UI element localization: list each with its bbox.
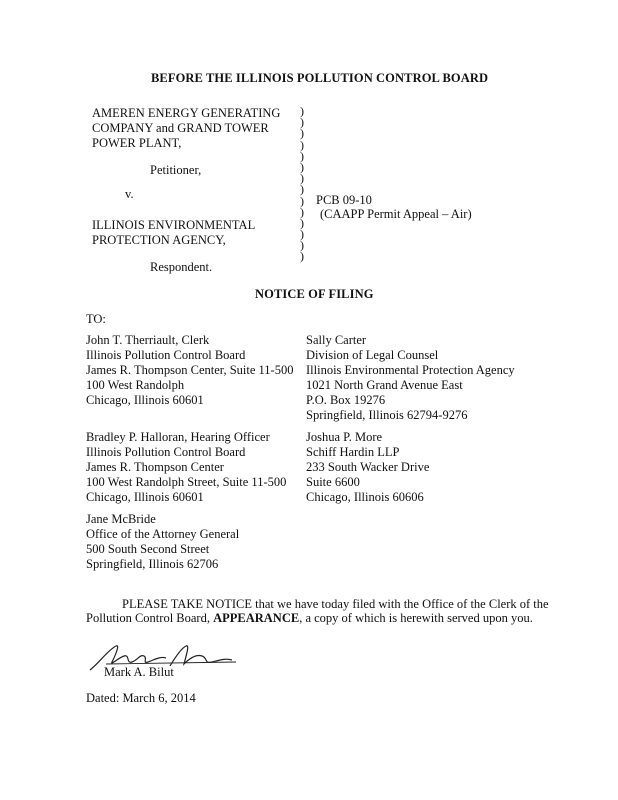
respondent-name [92, 218, 255, 248]
address-line: Division of Legal Counsel [306, 348, 439, 362]
paren: ) [300, 182, 304, 197]
address-line: Chicago, Illinois 60601 [86, 490, 204, 504]
address-line: 500 South Second Street [86, 542, 210, 556]
paren: ) [300, 227, 304, 242]
address-line: John T. Therriault, Clerk [86, 333, 210, 347]
address-line: Schiff Hardin LLP [306, 445, 400, 459]
address-line: Springfield, Illinois 62794-9276 [306, 408, 468, 422]
respondent-role: Respondent. [150, 260, 213, 274]
address-line: Suite 6600 [306, 475, 360, 489]
address-line: Jane McBride [86, 512, 156, 526]
address-line: Joshua P. More [306, 430, 383, 444]
caption-parentheses [300, 106, 312, 263]
address-line: 233 South Wacker Drive [306, 460, 430, 474]
paren: ) [300, 204, 304, 219]
recipient-address [306, 333, 515, 423]
respondent-line: PROTECTION AGENCY, [92, 233, 226, 247]
notice-heading: NOTICE OF FILING [255, 287, 374, 301]
versus-label: v. [125, 187, 134, 201]
address-line: Chicago, Illinois 60606 [306, 490, 424, 504]
address-line: Springfield, Illinois 62706 [86, 557, 219, 571]
petitioner-line: AMEREN ENERGY GENERATING [92, 106, 281, 120]
case-type: (CAAPP Permit Appeal – Air) [320, 207, 472, 221]
notice-text-prefix: Pollution Control Board, [86, 611, 214, 625]
respondent-line: ILLINOIS ENVIRONMENTAL [92, 218, 256, 232]
paren: ) [300, 171, 304, 186]
petitioner-role: Petitioner, [150, 163, 202, 177]
petitioner-line: POWER PLANT, [92, 136, 182, 150]
to-label: TO: [86, 312, 106, 326]
paren: ) [300, 137, 304, 152]
signatory-name: Mark A. Bilut [104, 665, 174, 679]
address-line: 1021 North Grand Avenue East [306, 378, 463, 392]
paren: ) [300, 193, 304, 208]
petitioner-line: COMPANY and GRAND TOWER [92, 121, 269, 135]
notice-text-line1: PLEASE TAKE NOTICE that we have today filed with the Office of the Clerk of the [122, 597, 549, 611]
address-line: Illinois Environmental Protection Agency [306, 363, 515, 377]
paren: ) [300, 238, 304, 253]
notice-text-line2 [86, 611, 533, 626]
address-line: 100 West Randolph [86, 378, 185, 392]
paren: ) [300, 104, 304, 118]
paren: ) [300, 159, 304, 174]
recipient-address [86, 333, 293, 408]
address-line: Office of the Attorney General [86, 527, 240, 541]
address-line: Illinois Pollution Control Board [86, 348, 246, 362]
paren: ) [300, 215, 304, 230]
paren: ) [300, 249, 304, 264]
paren: ) [300, 126, 304, 141]
petitioner-name [92, 106, 280, 151]
recipient-address [86, 512, 239, 572]
notice-text-suffix: , a copy of which is herewith served upon you. [299, 611, 533, 625]
address-line: Bradley P. Halloran, Hearing Officer [86, 430, 270, 444]
address-line: James R. Thompson Center, Suite 11-500 [86, 363, 294, 377]
paren: ) [300, 115, 304, 130]
address-line: P.O. Box 19276 [306, 393, 386, 407]
address-line: Chicago, Illinois 60601 [86, 393, 204, 407]
document-title: APPEARANCE [213, 611, 300, 625]
board-title: BEFORE THE ILLINOIS POLLUTION CONTROL BOARD [151, 71, 489, 85]
dated-line: Dated: March 6, 2014 [86, 691, 196, 705]
address-line: Illinois Pollution Control Board [86, 445, 246, 459]
address-line: 100 West Randolph Street, Suite 11-500 [86, 475, 287, 489]
recipient-address [86, 430, 286, 505]
recipient-address [306, 430, 429, 505]
case-number: PCB 09-10 [316, 193, 372, 207]
paren: ) [300, 148, 304, 163]
address-line: James R. Thompson Center [86, 460, 224, 474]
address-line: Sally Carter [306, 333, 367, 347]
